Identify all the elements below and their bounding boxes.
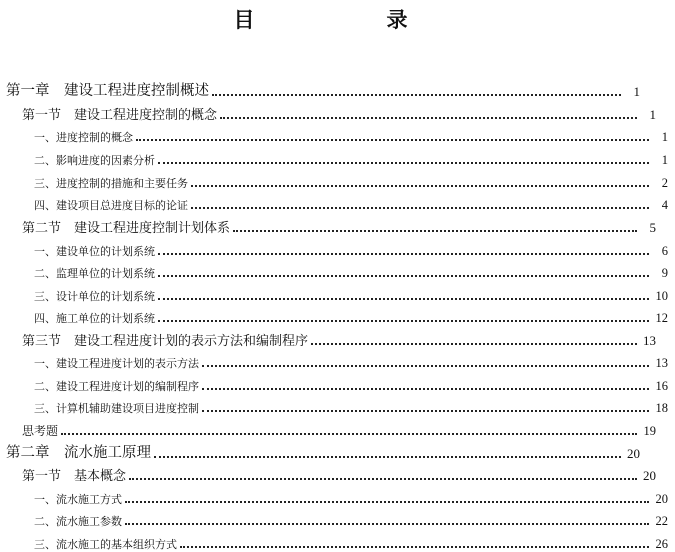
toc-entry-label: 一、进度控制的概念 <box>34 131 133 144</box>
toc-entry-label: 三、进度控制的措施和主要任务 <box>34 177 188 190</box>
toc-entry-label: 四、建设项目总进度目标的论证 <box>34 199 188 212</box>
toc-page-number: 1 <box>661 153 668 167</box>
toc-entry-section[interactable] <box>0 462 663 484</box>
toc-entry-item[interactable] <box>0 169 675 191</box>
toc-entry-item[interactable] <box>0 259 675 281</box>
toc-entry-label: 一、流水施工方式 <box>34 493 122 506</box>
toc-page-number: 1 <box>633 84 640 99</box>
toc-page-number: 9 <box>661 266 668 280</box>
toc-entry-label: 二、影响进度的因素分析 <box>34 154 155 167</box>
toc-entry-label: 第二节 建设工程进度控制计划体系 <box>22 221 231 236</box>
toc-page-number: 12 <box>655 311 668 325</box>
toc-page-number: 26 <box>655 537 668 551</box>
toc-page-number: 10 <box>655 289 668 303</box>
toc-entry-item[interactable] <box>0 123 675 145</box>
toc-entry-label: 三、设计单位的计划系统 <box>34 290 155 303</box>
dot-leader <box>125 522 649 525</box>
toc-entry-chapter[interactable] <box>0 78 647 100</box>
toc-entry-item[interactable] <box>0 394 675 416</box>
toc-entry-item[interactable] <box>0 146 675 168</box>
dot-leader <box>191 206 649 209</box>
toc-entry-label: 第三节 建设工程进度计划的表示方法和编制程序 <box>22 334 309 349</box>
toc-page-number: 5 <box>649 220 656 235</box>
toc-entry-section[interactable] <box>0 101 663 123</box>
toc-entry-label: 第二章 流水施工原理 <box>6 445 151 461</box>
toc-entry-item[interactable] <box>0 191 675 213</box>
toc-page-number: 1 <box>649 107 656 122</box>
toc-page-number: 16 <box>655 379 668 393</box>
toc-entry-item[interactable] <box>0 372 675 394</box>
toc-entry-label: 第一节 建设工程进度控制的概念 <box>22 108 218 123</box>
toc-entry-label: 第一节 基本概念 <box>22 469 127 484</box>
toc-entry-label: 二、建设工程进度计划的编制程序 <box>34 380 199 393</box>
dot-leader <box>61 432 637 435</box>
toc-entry-label: 四、施工单位的计划系统 <box>34 312 155 325</box>
dot-leader <box>158 161 649 164</box>
dot-leader <box>158 319 649 322</box>
dot-leader <box>202 409 649 412</box>
toc-entry-misc[interactable] <box>0 417 663 439</box>
dot-leader <box>136 138 649 141</box>
toc-page-number: 22 <box>655 514 668 528</box>
toc-entry-label: 一、建设单位的计划系统 <box>34 245 155 258</box>
toc-entry-item[interactable] <box>0 530 675 552</box>
dot-leader <box>129 477 637 480</box>
dot-leader <box>125 500 649 503</box>
toc-page-number: 13 <box>643 333 656 348</box>
toc-entry-item[interactable] <box>0 349 675 371</box>
toc-page-number: 2 <box>661 176 668 190</box>
toc-entry-label: 三、计算机辅助建设项目进度控制 <box>34 402 199 415</box>
toc-entry-item[interactable] <box>0 304 675 326</box>
dot-leader <box>191 184 649 187</box>
dot-leader <box>202 364 649 367</box>
dot-leader <box>233 229 637 232</box>
dot-leader <box>158 252 649 255</box>
toc-entry-label: 二、流水施工参数 <box>34 515 122 528</box>
toc-page-number: 4 <box>661 198 668 212</box>
toc-page-number: 18 <box>655 401 668 415</box>
dot-leader <box>158 297 649 300</box>
toc-page-number: 20 <box>643 468 656 483</box>
toc-entry-label: 三、流水施工的基本组织方式 <box>34 538 177 551</box>
toc-entry-item[interactable] <box>0 485 675 507</box>
dot-leader <box>180 545 649 548</box>
dot-leader <box>311 342 637 345</box>
toc-entry-label: 二、监理单位的计划系统 <box>34 267 155 280</box>
toc-entry-item[interactable] <box>0 507 675 529</box>
toc-page-number: 20 <box>627 446 640 461</box>
dot-leader <box>220 116 637 119</box>
toc-page-number: 20 <box>655 492 668 506</box>
toc-entry-label: 一、建设工程进度计划的表示方法 <box>34 357 199 370</box>
toc-entry-item[interactable] <box>0 282 675 304</box>
toc-entry-chapter[interactable] <box>0 440 647 462</box>
dot-leader <box>154 455 621 458</box>
toc-entry-section[interactable] <box>0 327 663 349</box>
page-title: 目 录 <box>233 8 438 32</box>
toc-page-number: 6 <box>661 244 668 258</box>
dot-leader <box>202 387 649 390</box>
toc-entry-section[interactable] <box>0 214 663 236</box>
dot-leader <box>212 93 621 96</box>
toc-entry-label: 思考题 <box>22 424 59 438</box>
toc-page-number: 19 <box>643 424 656 438</box>
toc-page-number: 1 <box>661 130 668 144</box>
toc-entry-item[interactable] <box>0 237 675 259</box>
toc-page-number: 13 <box>655 356 668 370</box>
toc-entry-label: 第一章 建设工程进度控制概述 <box>6 83 209 99</box>
dot-leader <box>158 274 649 277</box>
